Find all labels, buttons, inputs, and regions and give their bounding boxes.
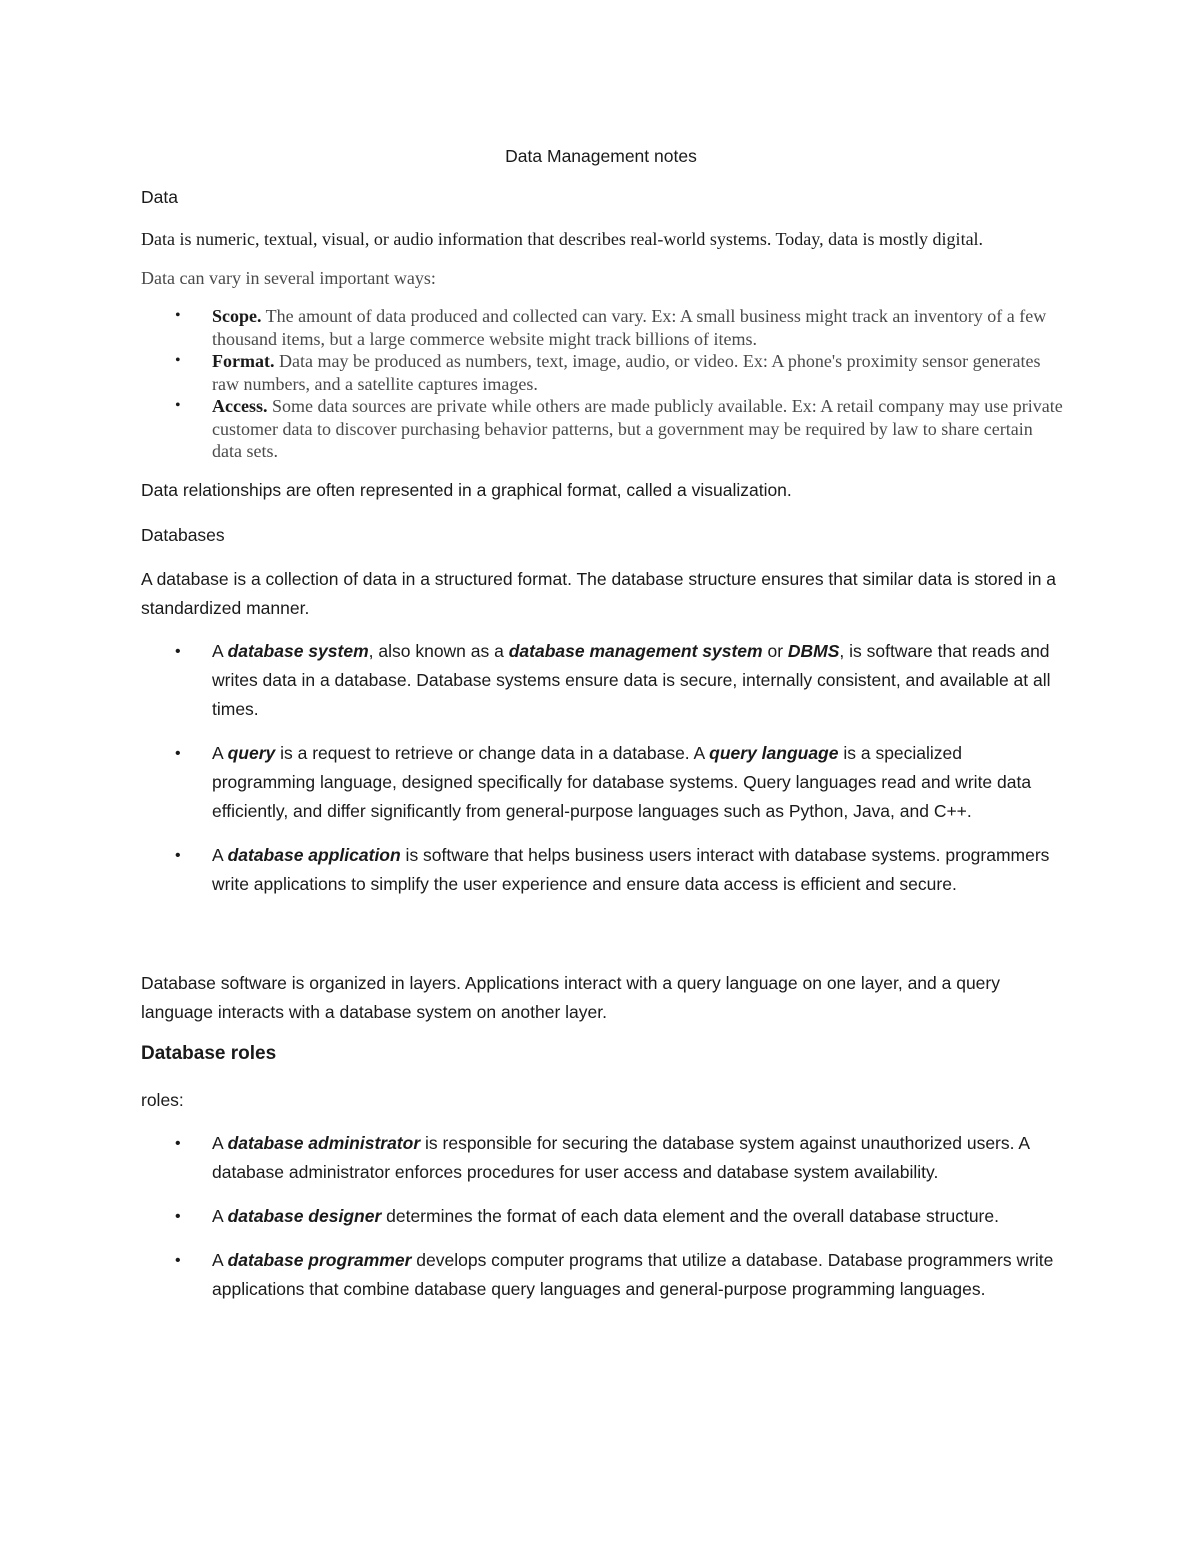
bullet-icon: •	[175, 1208, 181, 1225]
roles-list	[141, 1129, 1066, 1319]
term-dbms-full: database management system	[508, 641, 763, 661]
item-text: A	[212, 845, 228, 865]
item-text: A	[212, 1206, 228, 1226]
databases-heading: Databases	[141, 525, 225, 545]
data-vary-intro: Data can vary in several important ways:	[141, 268, 436, 288]
item-text: or	[762, 641, 788, 661]
term-dbms: DBMS	[787, 641, 840, 661]
bullet-icon: •	[175, 397, 181, 414]
document-title: Data Management notes	[505, 146, 697, 166]
list-item	[141, 1246, 1066, 1304]
item-text: A	[212, 641, 228, 661]
item-text: Data may be produced as numbers, text, image, audio, or video. Ex: A phone's proximity sensor generates raw numbers, and a satellite captures images.	[212, 351, 1041, 394]
term-format: Format.	[212, 351, 275, 371]
item-text: , is software that reads and writes data in a database. Database systems ensure data is secure, internally consistent, and available at all times.	[212, 641, 1051, 719]
bullet-icon: •	[175, 643, 181, 660]
item-text: Some data sources are private while others are made publicly available. Ex: A retail company may use private customer data to discover purchasing behavior patterns, but a government may be required by law to share certain data sets.	[212, 396, 1063, 461]
term-query-language: query language	[709, 743, 839, 763]
item-text: , also known as a	[368, 641, 509, 661]
list-item	[141, 350, 1066, 395]
item-text: is a request to retrieve or change data in a database. A	[275, 743, 710, 763]
item-text: is responsible for securing the database system against unauthorized users. A database administrator enforces procedures for user access and database system availability.	[212, 1133, 1030, 1182]
item-text: develops computer programs that utilize a database. Database programmers write applications that combine database query languages and general-purpose programming languages.	[212, 1250, 1054, 1299]
list-item	[141, 305, 1066, 350]
data-vary-list	[141, 305, 1066, 463]
term-query: query	[227, 743, 276, 763]
databases-definition: A database is a collection of data in a structured format. The database structure ensures that similar data is stored in a standardized manner.	[141, 569, 1057, 618]
databases-list	[141, 637, 1066, 914]
bullet-icon: •	[175, 745, 181, 762]
item-text: is software that helps business users interact with database systems. programmers write applications to simplify the user experience and ensure data access is efficient and secure.	[212, 845, 1050, 894]
term-database-designer: database designer	[227, 1206, 382, 1226]
term-database-administrator: database administrator	[227, 1133, 421, 1153]
item-text: is a specialized programming language, designed specifically for database systems. Query languages read and write data efficiently, and differ significantly from general-purpose languages such as Python, Java, and C++.	[212, 743, 1032, 821]
bullet-icon: •	[175, 1135, 181, 1152]
item-text: A	[212, 1250, 228, 1270]
list-item	[141, 395, 1066, 463]
data-definition: Data is numeric, textual, visual, or audio information that describes real-world systems. Today, data is mostly digital.	[141, 229, 984, 249]
roles-intro: roles:	[141, 1090, 184, 1110]
bullet-icon: •	[175, 352, 181, 369]
list-item	[141, 1129, 1066, 1187]
data-heading: Data	[141, 187, 178, 207]
term-database-programmer: database programmer	[227, 1250, 412, 1270]
bullet-icon: •	[175, 1252, 181, 1269]
layers-paragraph: Database software is organized in layers. Applications interact with a query language on one layer, and a query language interacts with a database system on another layer.	[141, 973, 1000, 1022]
roles-heading: Database roles	[141, 1043, 277, 1064]
item-text: determines the format of each data element and the overall database structure.	[381, 1206, 999, 1226]
visualization-paragraph: Data relationships are often represented in a graphical format, called a visualization.	[141, 480, 792, 500]
item-text: The amount of data produced and collected can vary. Ex: A small business might track an inventory of a few thousand items, but a large commerce website might track billions of items.	[212, 306, 1047, 349]
item-text: A	[212, 1133, 228, 1153]
list-item	[141, 841, 1066, 899]
list-item	[141, 637, 1066, 724]
bullet-icon: •	[175, 847, 181, 864]
item-text: A	[212, 743, 228, 763]
bullet-icon: •	[175, 307, 181, 324]
term-database-application: database application	[227, 845, 401, 865]
term-scope: Scope.	[212, 306, 262, 326]
list-item	[141, 1202, 1066, 1231]
term-access: Access.	[212, 396, 268, 416]
list-item	[141, 739, 1066, 826]
term-database-system: database system	[227, 641, 369, 661]
